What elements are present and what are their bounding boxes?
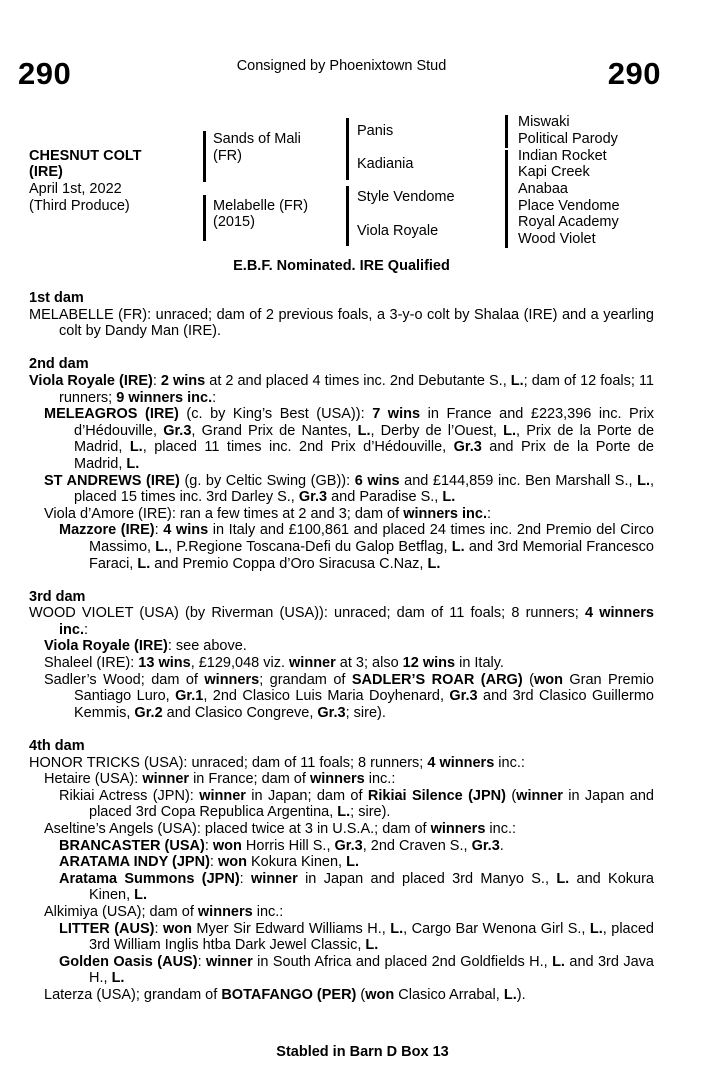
first-dam-entry: MELABELLE (FR): unraced; dam of 2 previous foals, a 3-y-o colt by Shalaa (IRE) and a yearling colt by Dandy Man (IRE). xyxy=(29,306,654,340)
progeny-entry: Viola d’Amore (IRE): ran a few times at 2 and 3; dam of winners inc.: xyxy=(44,505,492,522)
progeny-entry: LITTER (AUS): won Myer Sir Edward Williams H., L., Cargo Bar Wenona Girl S., L., placed 3rd William Inglis htba Dark Jewel Classic, L. xyxy=(59,920,654,954)
stabling-location: Stabled in Barn D Box 13 xyxy=(276,1044,449,1060)
ancestor-g2: Political Parody xyxy=(518,131,618,147)
progeny-entry: Aseltine’s Angels (USA): placed twice at 3 in U.S.A.; dam of winners inc.: xyxy=(44,821,517,837)
ancestor-g1: Viola Royale xyxy=(357,223,439,239)
progeny-entry: MELEAGROS (IRE) (c. by King’s Best (USA)): 7 wins in France and £223,396 inc. Prix d’Hédouville, Gr.3, Grand Prix de Nantes, L., Derby de l’Ouest, L., Prix de la Porte de Madrid, L., placed 11 times inc. 2nd Prix d’Hédouville, Gr.3 and Prix de la Porte de Madrid, L. xyxy=(44,406,655,472)
ancestor-g2: Indian Rocket xyxy=(518,148,607,164)
ancestor-g2: Wood Violet xyxy=(518,231,596,247)
pedigree-bracket xyxy=(505,183,508,216)
progeny-entry: Shaleel (IRE): 13 wins, £129,048 viz. winner at 3; also 12 wins in Italy. xyxy=(44,655,504,672)
dam-year: (2015) xyxy=(213,214,255,230)
second-dam-heading: 2nd dam xyxy=(29,356,89,373)
progeny-entry: ARATAMA INDY (JPN): won Kokura Kinen, L. xyxy=(59,854,360,871)
ancestor-g1: Panis xyxy=(357,123,394,139)
lot-number-right: 290 xyxy=(607,56,661,91)
lot-number-left: 290 xyxy=(18,56,72,91)
progeny-entry: Laterza (USA); grandam of BOTAFANGO (PER) (won Clasico Arrabal, L.). xyxy=(44,986,526,1003)
nomination-status: E.B.F. Nominated. IRE Qualified xyxy=(233,258,450,274)
progeny-entry: Alkimiya (USA); dam of winners inc.: xyxy=(44,903,284,920)
progeny-entry: Mazzore (IRE): 4 wins in Italy and £100,861 and placed 24 times inc. 2nd Premio del Circo Massimo, L., P.Regione Toscana-Defi du Galop Betflag, L. and 3rd Memorial Francesco Faraci, L. and Premio Coppa d’Oro Siracusa C.Naz, L. xyxy=(59,522,654,572)
third-dam-heading: 3rd dam xyxy=(29,588,86,605)
sire-name: Sands of Mali xyxy=(213,131,301,147)
progeny-entry: BRANCASTER (USA): won Horris Hill S., Gr.3, 2nd Craven S., Gr.3. xyxy=(59,837,504,854)
ancestor-g2: Royal Academy xyxy=(518,214,619,230)
sire-country: (FR) xyxy=(213,148,242,164)
progeny-entry: Viola Royale (IRE): see above. xyxy=(44,638,247,655)
pedigree-bracket xyxy=(346,118,349,180)
dam-name: Melabelle (FR) xyxy=(213,198,309,214)
ancestor-g2: Place Vendome xyxy=(518,198,620,214)
pedigree-bracket xyxy=(203,195,206,241)
second-dam-entry: Viola Royale (IRE): 2 wins at 2 and placed 4 times inc. 2nd Debutante S., L.; dam of 12 foals; 11 runners; 9 winners inc.: xyxy=(29,372,655,406)
progeny-entry: Rikiai Actress (JPN): winner in Japan; dam of Rikiai Silence (JPN) (winner in Japan and placed 3rd Copa Republica Argentina, L.; sire). xyxy=(59,787,654,821)
pedigree-bracket xyxy=(203,131,206,182)
pedigree-bracket xyxy=(505,215,508,248)
pedigree-bracket xyxy=(505,115,508,148)
horse-produce: (Third Produce) xyxy=(29,198,130,214)
fourth-dam-entry: HONOR TRICKS (USA): unraced; dam of 11 foals; 8 runners; 4 winners inc.: xyxy=(29,754,525,771)
horse-country: (IRE) xyxy=(29,164,63,180)
ancestor-g1: Kadiania xyxy=(357,156,414,172)
catalogue-notes xyxy=(29,290,654,1004)
ancestor-g2: Anabaa xyxy=(518,181,568,197)
progeny-entry: Aratama Summons (JPN): winner in Japan and placed 3rd Manyo S., L. and Kokura Kinen, L. xyxy=(59,870,654,904)
ancestor-g2: Miswaki xyxy=(518,114,570,130)
ancestor-g1: Style Vendome xyxy=(357,189,455,205)
horse-name: CHESNUT COLT xyxy=(29,148,142,164)
fourth-dam-heading: 4th dam xyxy=(29,738,85,755)
first-dam-heading: 1st dam xyxy=(29,290,84,306)
progeny-entry: ST ANDREWS (IRE) (g. by Celtic Swing (GB)): 6 wins and £144,859 inc. Ben Marshall S., L., placed 15 times inc. 3rd Darley S., Gr.3 and Paradise S., L. xyxy=(44,472,655,506)
ancestor-g2: Kapi Creek xyxy=(518,164,590,180)
progeny-entry: Hetaire (USA): winner in France; dam of winners inc.: xyxy=(44,771,396,788)
pedigree-bracket xyxy=(505,150,508,183)
horse-foaled: April 1st, 2022 xyxy=(29,181,122,197)
third-dam-entry: WOOD VIOLET (USA) (by Riverman (USA)): unraced; dam of 11 foals; 8 runners; 4 winners inc.: xyxy=(29,605,654,638)
consignor: Consigned by Phoenixtown Stud xyxy=(236,58,447,74)
pedigree-bracket xyxy=(346,186,349,246)
progeny-entry: Sadler’s Wood; dam of winners; grandam of SADLER’S ROAR (ARG) (won Gran Premio Santiago Luro, Gr.1, 2nd Clasico Luis Maria Doyhenard, Gr.3 and 3rd Clasico Guillermo Kemmis, Gr.2 and Clasico Congreve, Gr.3; sire). xyxy=(44,671,654,721)
progeny-entry: Golden Oasis (AUS): winner in South Africa and placed 2nd Goldfields H., L. and 3rd Java H., L. xyxy=(59,953,654,987)
